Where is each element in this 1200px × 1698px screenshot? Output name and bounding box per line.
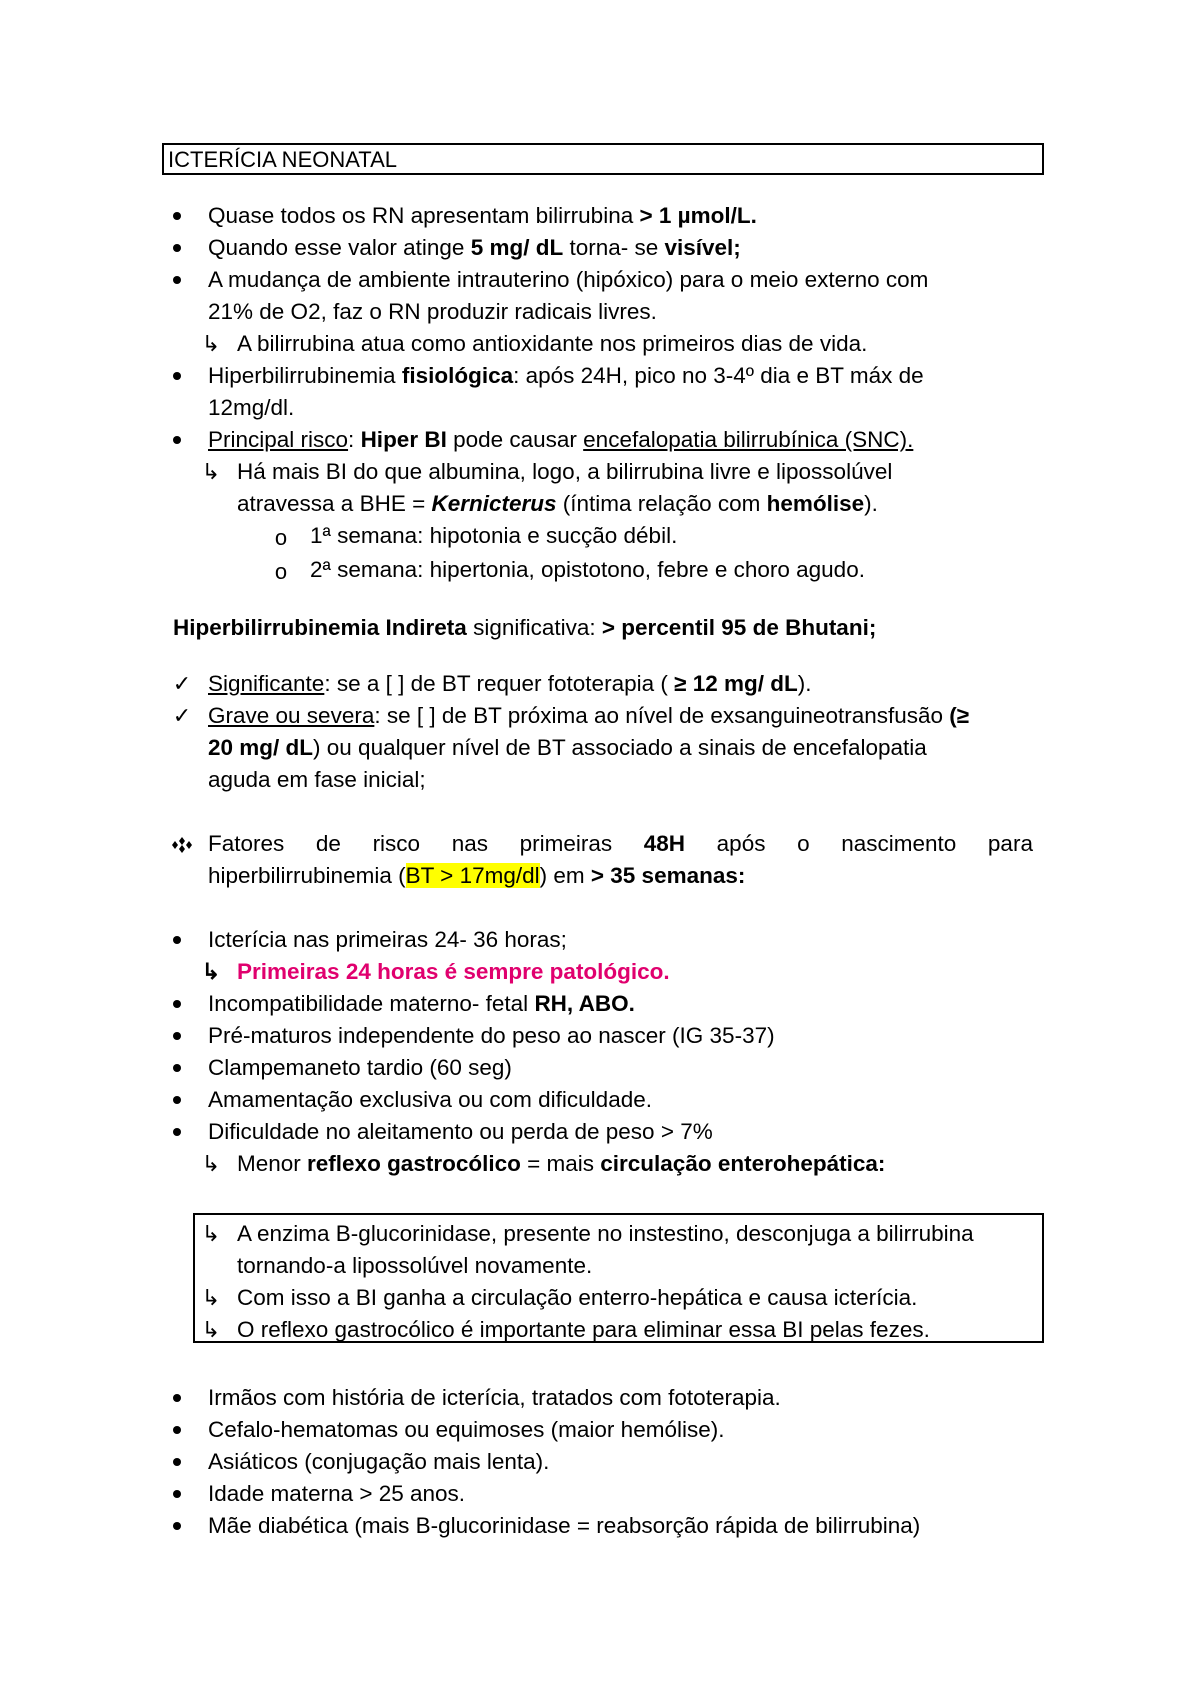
- factor-item: Pré-maturos independente do peso ao nascer (IG 35-37): [208, 1023, 775, 1048]
- bullet: [173, 1426, 181, 1434]
- title-box: [162, 143, 1044, 175]
- arrow-text-continued: atravessa a BHE = Kernicterus (íntima relação com hemólise).: [237, 491, 878, 516]
- info-text: A enzima B-glucorinidase, presente no instestino, desconjuga a bilirrubina: [237, 1221, 974, 1246]
- sub-bullet-marker: o: [274, 525, 288, 550]
- check-text: Grave ou severa: se [ ] de BT próxima ao nível de exsanguineotransfusão (≥: [208, 703, 970, 728]
- check-text: Significante: se a [ ] de BT requer fototerapia ( ≥ 12 mg/ dL).: [208, 671, 812, 696]
- arrow-icon: ↳: [201, 1317, 221, 1342]
- bullet: [173, 1064, 181, 1072]
- factor-note: Primeiras 24 horas é sempre patológico.: [237, 959, 670, 984]
- section-heading: Hiperbilirrubinemia Indireta significativa: > percentil 95 de Bhutani;: [173, 615, 877, 640]
- bullet: [173, 936, 181, 944]
- bullet: [173, 1458, 181, 1466]
- bullet-text: Quando esse valor atinge 5 mg/ dL torna- se visível;: [208, 235, 741, 260]
- factor-item: Mãe diabética (mais B-glucorinidase = reabsorção rápida de bilirrubina): [208, 1513, 921, 1538]
- bullet: [173, 1490, 181, 1498]
- factor-item: Clampemaneto tardio (60 seg): [208, 1055, 512, 1080]
- info-text: O reflexo gastrocólico é importante para eliminar essa BI pelas fezes.: [237, 1317, 930, 1342]
- factor-item: Asiáticos (conjugação mais lenta).: [208, 1449, 550, 1474]
- bullet-text: A mudança de ambiente intrauterino (hipóxico) para o meio externo com: [208, 267, 929, 292]
- factor-item: Irmãos com história de icterícia, tratados com fototerapia.: [208, 1385, 781, 1410]
- sub-bullet-text: 1ª semana: hipotonia e sucção débil.: [310, 523, 678, 548]
- checkmark-icon: ✓: [172, 671, 192, 696]
- diamond-icon-svg: [170, 828, 194, 860]
- arrow-icon: ↳: [201, 1151, 221, 1176]
- risk-heading: Fatores de risco nas primeiras 48H após o nascimento para: [208, 831, 1033, 856]
- check-text-continued: 20 mg/ dL) ou qualquer nível de BT associado a sinais de encefalopatia: [208, 735, 927, 760]
- arrow-icon: ↳: [201, 1285, 221, 1310]
- sub-bullet-text: 2ª semana: hipertonia, opistotono, febre e choro agudo.: [310, 557, 865, 582]
- arrow-text: A bilirrubina atua como antioxidante nos primeiros dias de vida.: [237, 331, 868, 356]
- bullet: [173, 1128, 181, 1136]
- bullet: [173, 244, 181, 252]
- bullet: [173, 1032, 181, 1040]
- info-text-continued: tornando-a lipossolúvel novamente.: [237, 1253, 593, 1278]
- bullet-text: Hiperbilirrubinemia fisiológica: após 24H, pico no 3-4º dia e BT máx de: [208, 363, 924, 388]
- bullet-text: Quase todos os RN apresentam bilirrubina > 1 µmol/L.: [208, 203, 757, 228]
- factor-item: Cefalo-hematomas ou equimoses (maior hemólise).: [208, 1417, 725, 1442]
- info-text: Com isso a BI ganha a circulação enterro-hepática e causa icterícia.: [237, 1285, 918, 1310]
- arrow-icon: ↳: [201, 331, 221, 356]
- bullet: [173, 1522, 181, 1530]
- factor-note: Menor reflexo gastrocólico = mais circulação enterohepática:: [237, 1151, 886, 1176]
- factor-item: Amamentação exclusiva ou com dificuldade.: [208, 1087, 652, 1112]
- checkmark-icon: ✓: [172, 703, 192, 728]
- arrow-text: Há mais BI do que albumina, logo, a bilirrubina livre e lipossolúvel: [237, 459, 893, 484]
- arrow-icon: ↳: [201, 959, 221, 984]
- check-text-continued: aguda em fase inicial;: [208, 767, 426, 792]
- bullet: [173, 212, 181, 220]
- bullet: [173, 276, 181, 284]
- bullet: [173, 372, 181, 380]
- bullet-text-continued: 12mg/dl.: [208, 395, 295, 420]
- arrow-icon: ↳: [201, 459, 221, 484]
- arrow-icon: ↳: [201, 1221, 221, 1246]
- page-title: ICTERÍCIA NEONATAL: [168, 147, 398, 172]
- bullet: [173, 436, 181, 444]
- bullet: [173, 1394, 181, 1402]
- factor-item: Dificuldade no aleitamento ou perda de peso > 7%: [208, 1119, 713, 1144]
- factor-item: Idade materna > 25 anos.: [208, 1481, 466, 1506]
- bullet-text-continued: 21% de O2, faz o RN produzir radicais livres.: [208, 299, 657, 324]
- sub-bullet-marker: o: [274, 559, 288, 584]
- risk-heading-continued: hiperbilirrubinemia (BT > 17mg/dl) em > 35 semanas:: [208, 863, 746, 888]
- bullet: [173, 1096, 181, 1104]
- factor-item: Incompatibilidade materno- fetal RH, ABO.: [208, 991, 635, 1016]
- bullet: [173, 1000, 181, 1008]
- diamond-icon: [170, 828, 194, 860]
- bullet-text: Principal risco: Hiper BI pode causar encefalopatia bilirrubínica (SNC).: [208, 427, 914, 452]
- factor-item: Icterícia nas primeiras 24- 36 horas;: [208, 927, 567, 952]
